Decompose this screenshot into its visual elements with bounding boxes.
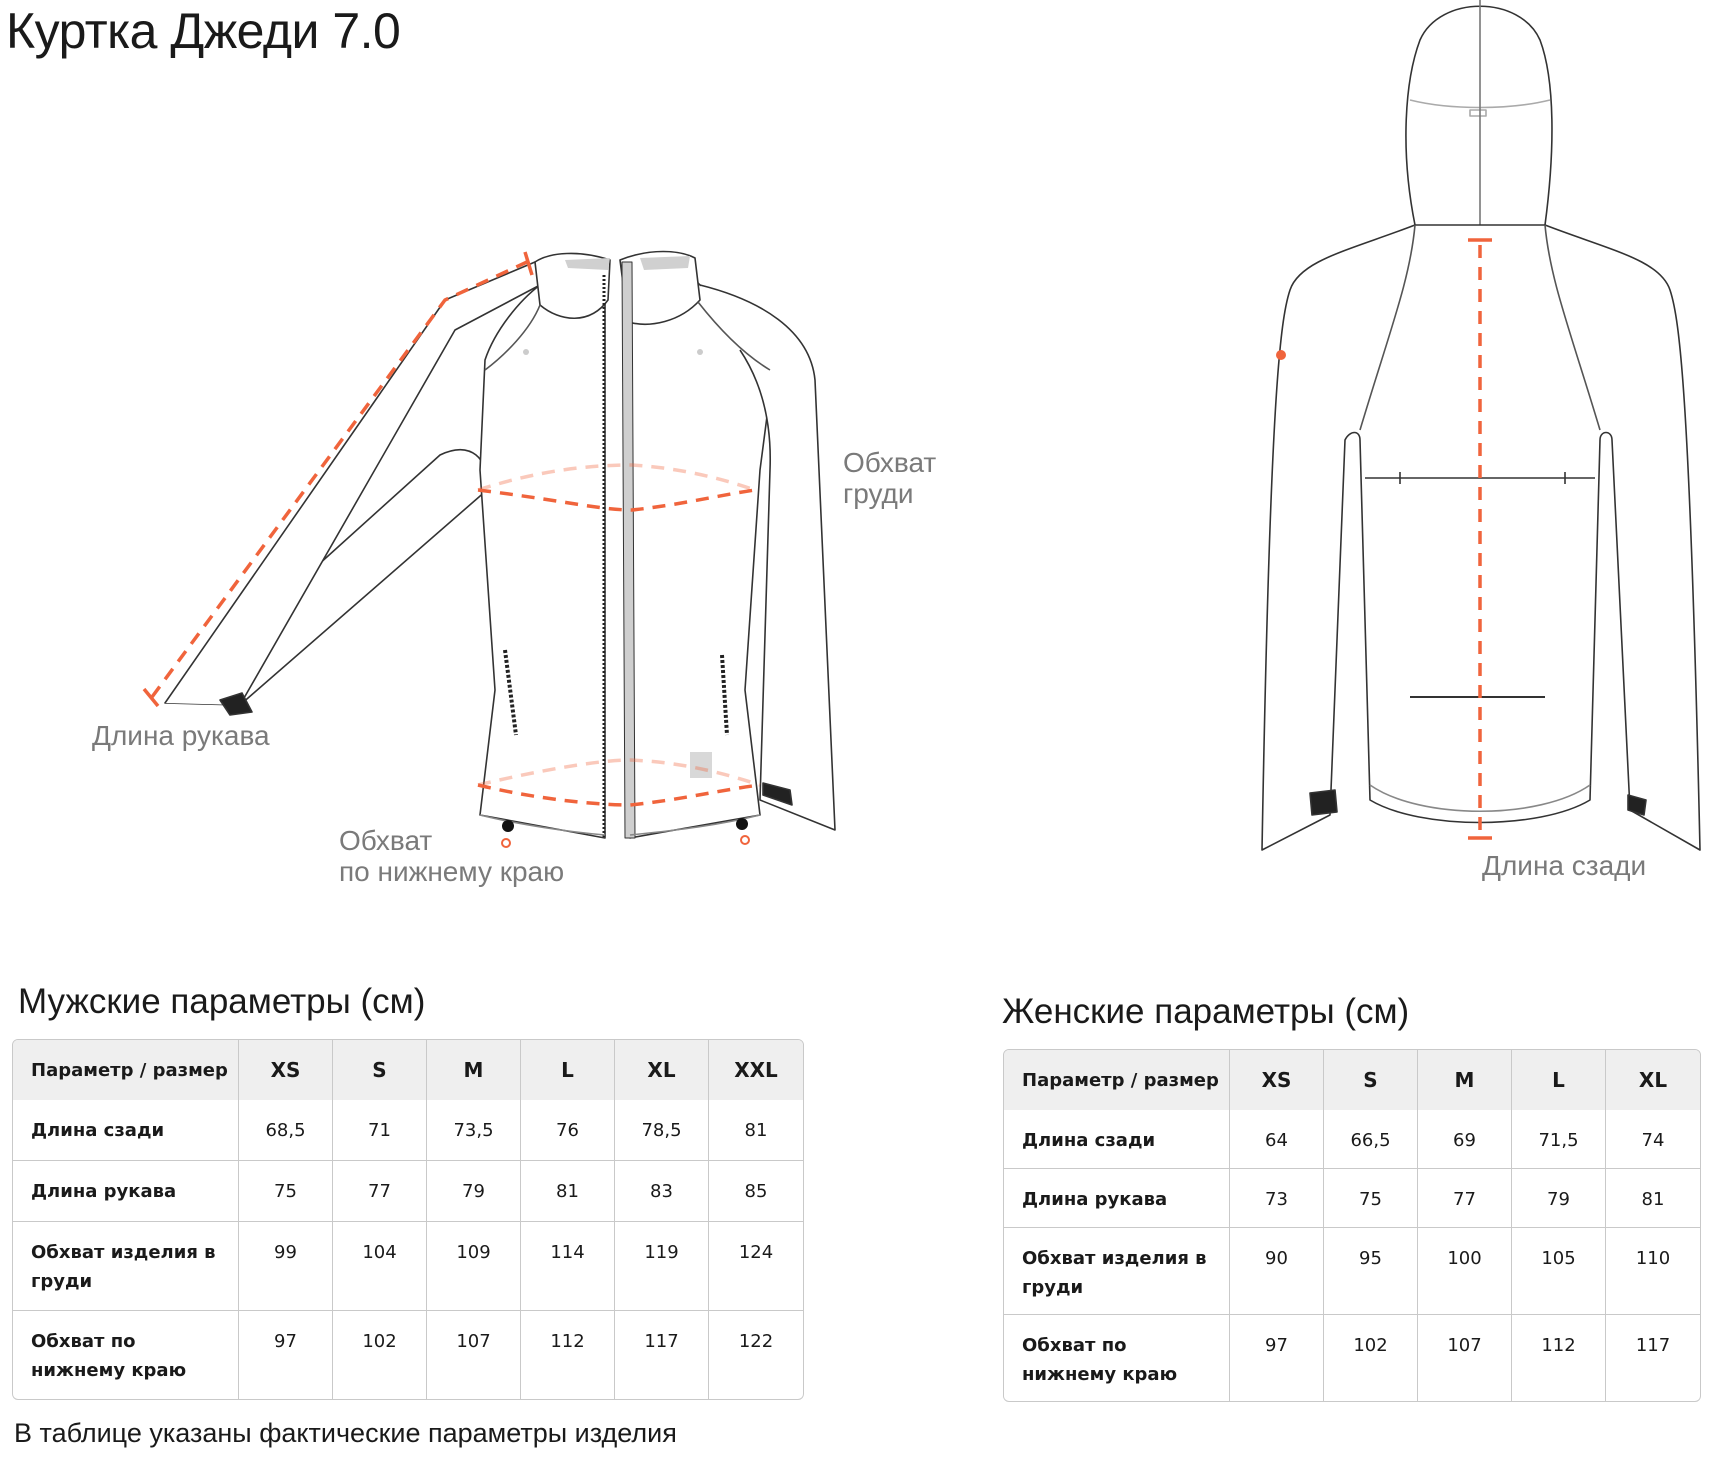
table-cell: 85 [709,1161,803,1222]
table-header-row [1004,1050,1700,1110]
table-cell: 112 [521,1311,615,1399]
table-cell: 105 [1512,1228,1606,1315]
table-cell: 100 [1418,1228,1512,1315]
table-cell: 69 [1418,1110,1512,1169]
table-cell: 79 [1512,1169,1606,1228]
header-cell: XS [1230,1050,1324,1110]
table-cell: 71 [333,1100,427,1161]
header-cell: Параметр / размер [1004,1050,1230,1110]
row-label: Обхват изделия в груди [1004,1228,1230,1315]
header-cell: XL [615,1040,709,1100]
women-size-table [1003,1049,1701,1402]
row-label: Обхват по нижнему краю [13,1311,239,1399]
page-title: Куртка Джеди 7.0 [6,3,401,59]
table-cell: 83 [615,1161,709,1222]
table-cell: 75 [239,1161,333,1222]
row-label: Обхват изделия в груди [13,1222,239,1311]
women-table-title: Женские параметры (см) [1002,992,1410,1031]
table-cell: 81 [1606,1169,1700,1228]
table-cell: 109 [427,1222,521,1311]
table-cell: 66,5 [1324,1110,1418,1169]
table-cell: 117 [615,1311,709,1399]
table-row [1004,1228,1700,1315]
table-cell: 114 [521,1222,615,1311]
row-label: Длина рукава [1004,1169,1230,1228]
table-cell: 90 [1230,1228,1324,1315]
footnote: В таблице указаны фактические параметры изделия [14,1418,677,1448]
table-cell: 74 [1606,1110,1700,1169]
table-cell: 122 [738,1331,774,1352]
table-cell: 107 [427,1311,521,1399]
table-cell: 119 [615,1222,709,1311]
table-cell: 64 [1230,1110,1324,1169]
table-cell: 102 [333,1311,427,1399]
table-cell: 102 [1324,1315,1418,1401]
table-cell: 73 [1230,1169,1324,1228]
table-cell: 77 [1418,1169,1512,1228]
table-row [1004,1110,1700,1169]
header-cell: M [1418,1050,1512,1110]
table-cell: 124 [709,1222,803,1311]
hem-label: Обхват по нижнему краю [339,825,565,887]
table-cell: 97 [1230,1315,1324,1401]
table-cell: 81 [521,1161,615,1222]
back-label: Длина сзади [1482,850,1647,881]
table-cell: 73,5 [427,1100,521,1161]
header-cell: S [1324,1050,1418,1110]
table-cell: 77 [333,1161,427,1222]
header-cell: S [333,1040,427,1100]
table-cell: 95 [1324,1228,1418,1315]
table-cell: 78,5 [615,1100,709,1161]
header-cell: L [1512,1050,1606,1110]
table-cell: 117 [1635,1335,1671,1356]
table-cell: 81 [709,1100,803,1161]
table-row [1004,1169,1700,1228]
table-cell: 97 [239,1311,333,1399]
table-cell: 71,5 [1512,1110,1606,1169]
table-cell: 104 [333,1222,427,1311]
row-label: Длина рукава [13,1161,239,1222]
table-row [13,1100,803,1161]
table-header-row [13,1040,803,1100]
table-cell: 75 [1324,1169,1418,1228]
table-row [13,1161,803,1222]
table-row [1004,1315,1700,1401]
front-view [165,252,835,848]
header-cell: L [521,1040,615,1100]
chest-label: Обхват груди [843,447,937,509]
header-cell: XL [1606,1050,1700,1110]
row-label: Длина сзади [1004,1110,1230,1169]
header-cell: Параметр / размер [13,1040,239,1100]
table-cell: 107 [1418,1315,1512,1401]
sleeve-label: Длина рукава [92,720,270,751]
men-table-title: Мужские параметры (см) [18,982,426,1021]
table-row [13,1311,803,1399]
row-label: Длина сзади [13,1100,239,1161]
header-cell: M [427,1040,521,1100]
table-row [13,1222,803,1311]
table-cell: 110 [1606,1228,1700,1315]
table-cell: 99 [239,1222,333,1311]
row-label: Обхват по нижнему краю [1004,1315,1230,1401]
header-cell: XXL [709,1040,803,1100]
table-cell: 112 [1512,1315,1606,1401]
table-cell: 79 [427,1161,521,1222]
men-size-table [12,1039,804,1400]
table-cell: 76 [521,1100,615,1161]
header-cell: XS [239,1040,333,1100]
table-cell: 68,5 [239,1100,333,1161]
